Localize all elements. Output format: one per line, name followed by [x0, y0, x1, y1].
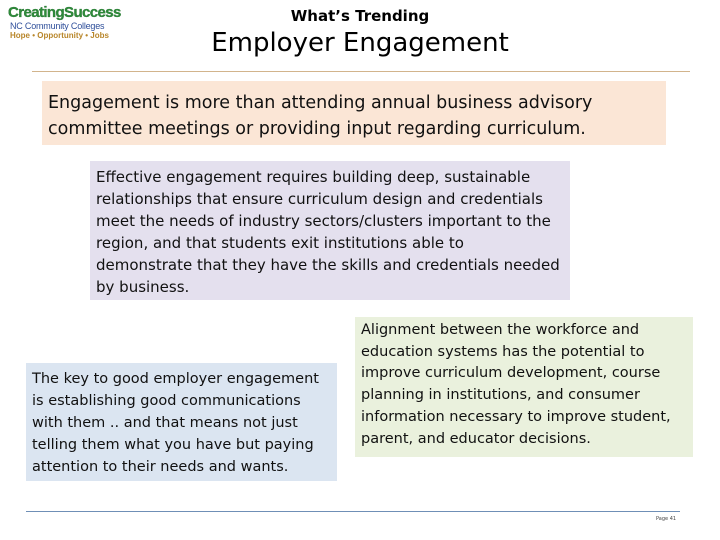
page-number: Page 41 — [656, 516, 677, 522]
alignment-textbox: Alignment between the workforce and education systems has the potential to improve curriculum development, course planning in institutions, and consumer information necessary to improve student, parent, and educator decisions. — [355, 317, 693, 457]
slide-kicker: What’s Trending — [290, 7, 430, 25]
logo-tagline: Hope • Opportunity • Jobs — [10, 31, 109, 40]
footer-divider — [26, 511, 680, 512]
communication-textbox: The key to good employer engagement is establishing good communications with them .. and that means not just telling them what you have but paying attention to their needs and wants. — [26, 363, 337, 481]
intro-textbox: Engagement is more than attending annual business advisory committee meetings or providing input regarding curriculum. — [42, 81, 666, 145]
slide-title: Employer Engagement — [211, 28, 509, 58]
relationships-textbox: Effective engagement requires building deep, sustainable relationships that ensure curriculum design and credentials meet the needs of industry sectors/clusters important to the region, and that students exit institutions able to demonstrate that they have the skills and credentials needed by business. — [90, 161, 570, 300]
logo-wordmark: CreatingSuccess — [8, 4, 121, 21]
logo-subtitle: NC Community Colleges — [10, 21, 105, 31]
header-divider — [32, 71, 690, 72]
